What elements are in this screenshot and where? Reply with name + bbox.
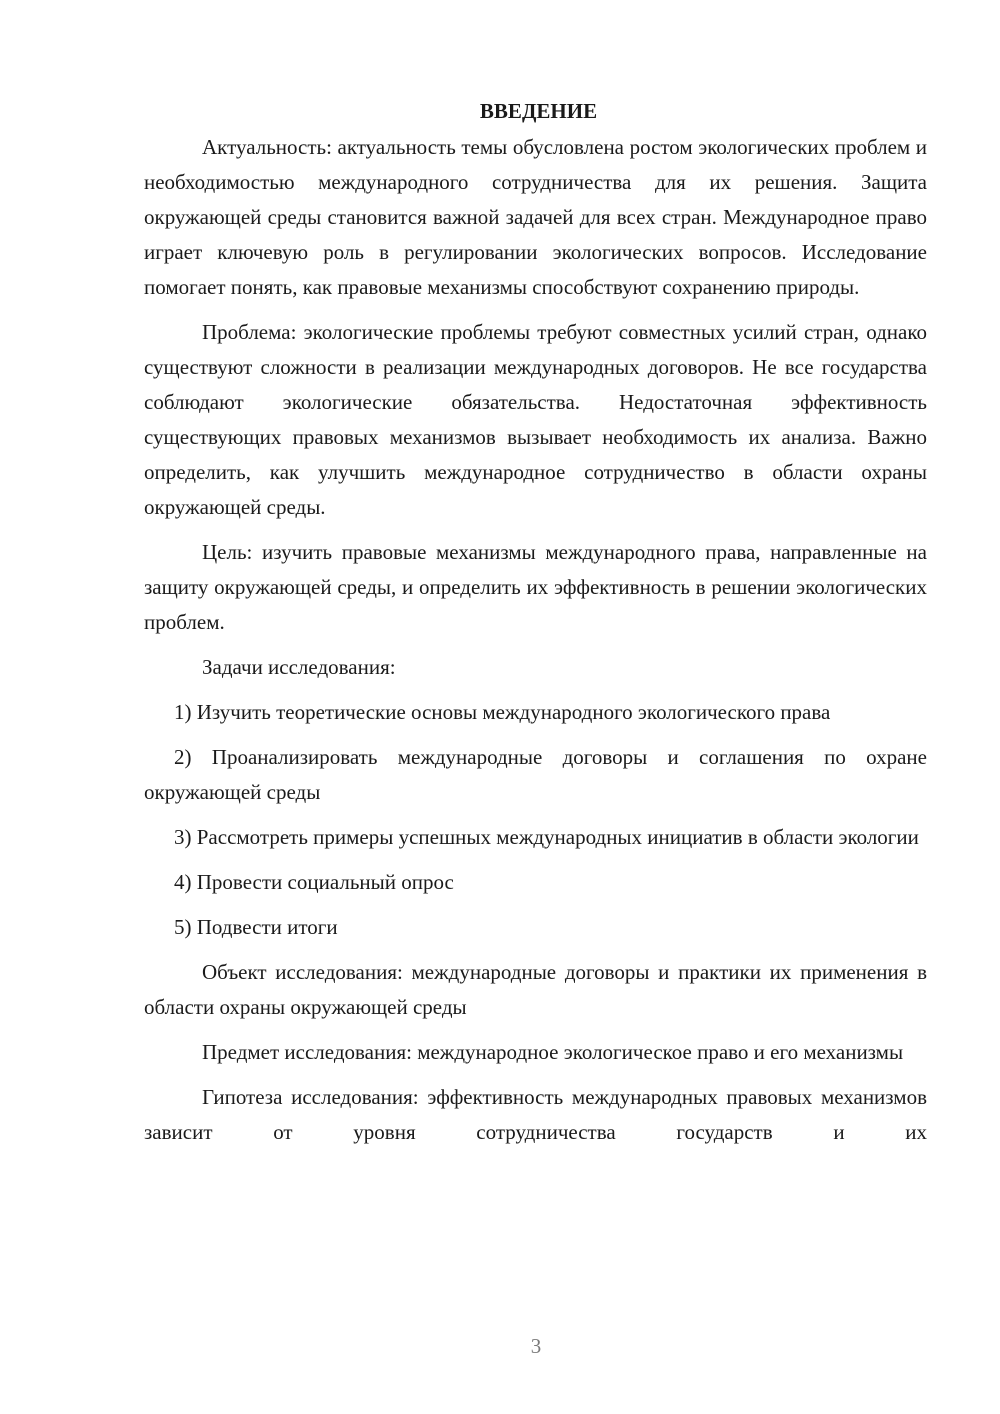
page-title: ВВЕДЕНИЕ [479,99,598,123]
page-number: 3 [530,1334,542,1358]
paragraph-subject: Предмет исследования: международное экологическое право и его механизмы [202,1040,904,1064]
list-item-task-5: 5) Подвести итоги [174,915,338,939]
list-item-task-3: 3) Рассмотреть примеры успешных международных инициатив в области экологии [174,825,919,849]
list-item-task-1: 1) Изучить теоретические основы международного экологического права [174,700,831,724]
document-page [144,96,927,1160]
paragraph-problem: Проблема: экологические проблемы требуют совместных усилий стран, однако существуют сложности в реализации международных договоров. Не все государства соблюдают экологические обязательства. Недостаточная эффективность существующих правовых механизмов вызывает необходимость их анализа. Важно определить, как улучшить международное сотрудничество в области охраны окружающей среды. [144,320,927,519]
tasks-heading: Задачи исследования: [202,655,396,679]
list-item-task-2: 2) Проанализировать международные договоры и соглашения по охране окружающей среды [144,745,927,804]
list-item-task-4: 4) Провести социальный опрос [174,870,454,894]
paragraph-object: Объект исследования: международные договоры и практики их применения в области охраны окружающей среды [144,960,927,1019]
task-list [144,695,927,945]
paragraph-hypothesis: Гипотеза исследования: эффективность международных правовых механизмов зависит от уровня сотрудничества государств и их [144,1085,927,1144]
paragraph-relevance: Актуальность: актуальность темы обусловлена ростом экологических проблем и необходимостью международного сотрудничества для их решения. Защита окружающей среды становится важной задачей для всех стран. Международное право играет ключевую роль в регулировании экологических вопросов. Исследование помогает понять, как правовые механизмы способствуют сохранению природы. [144,135,927,299]
paragraph-goal: Цель: изучить правовые механизмы международного права, направленные на защиту окружающей среды, и определить их эффективность в решении экологических проблем. [144,540,927,634]
